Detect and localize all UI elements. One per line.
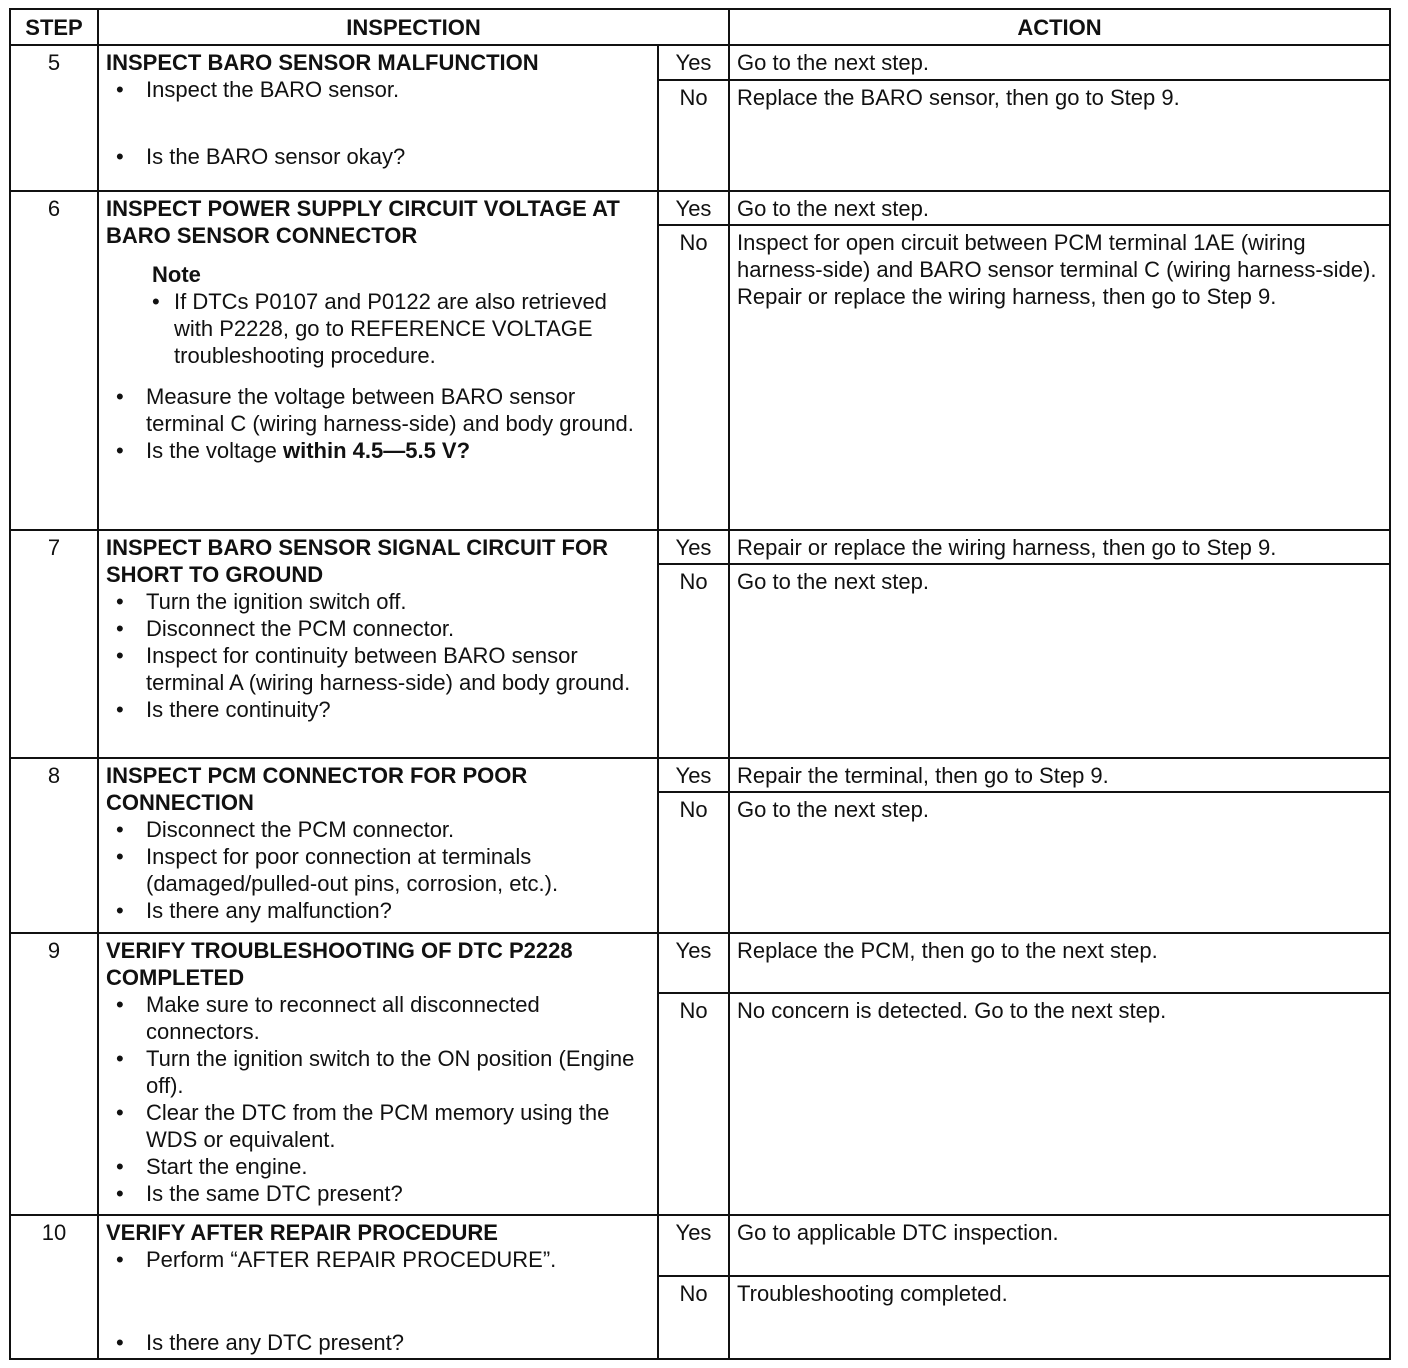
list-item: • Is the BARO sensor okay? bbox=[146, 143, 650, 170]
list-item: • Start the engine. bbox=[146, 1153, 650, 1180]
yes-label: Yes bbox=[658, 933, 729, 993]
list-item: • Turn the ignition switch off. bbox=[146, 588, 650, 615]
no-action-line: Repair or replace the wiring harness, then go to Step 9. bbox=[737, 284, 1277, 309]
inspection-list bbox=[106, 991, 650, 1207]
yes-action: Repair or replace the wiring harness, then go to Step 9. bbox=[729, 530, 1390, 564]
list-item: • If DTCs P0107 and P0122 are also retrieved with P2228, go to REFERENCE VOLTAGE troubleshooting procedure. bbox=[174, 288, 650, 369]
table-row bbox=[10, 1215, 1390, 1276]
list-item: • Perform “AFTER REPAIR PROCEDURE”. bbox=[146, 1246, 650, 1273]
step-number: 5 bbox=[10, 45, 98, 191]
no-label: No bbox=[658, 80, 729, 191]
inspection-column-header: INSPECTION bbox=[98, 9, 729, 45]
yes-action: Go to applicable DTC inspection. bbox=[729, 1215, 1390, 1276]
table-row bbox=[10, 758, 1390, 792]
inspection-title: VERIFY AFTER REPAIR PROCEDURE bbox=[106, 1220, 498, 1245]
list-item: • Is there any DTC present? bbox=[146, 1329, 650, 1356]
question-spec: within 4.5—5.5 V? bbox=[282, 438, 471, 463]
no-action bbox=[729, 225, 1390, 530]
list-item: • Inspect the BARO sensor. bbox=[146, 76, 650, 103]
inspection-question-list bbox=[106, 1329, 650, 1356]
no-action: Go to the next step. bbox=[729, 792, 1390, 933]
no-action: Replace the BARO sensor, then go to Step 9. bbox=[729, 80, 1390, 191]
list-item: • Is there continuity? bbox=[146, 696, 650, 723]
table-row bbox=[10, 530, 1390, 564]
no-action-line: Inspect for open circuit between PCM terminal 1AE (wiring harness-side) and BARO sensor terminal C (wiring harness-side). bbox=[737, 230, 1377, 282]
note-list bbox=[152, 288, 650, 369]
no-action: Go to the next step. bbox=[729, 564, 1390, 758]
step-number: 6 bbox=[10, 191, 98, 530]
no-action: Troubleshooting completed. bbox=[729, 1276, 1390, 1359]
no-label: No bbox=[658, 1276, 729, 1359]
inspection-list bbox=[106, 1246, 650, 1273]
inspection-title: INSPECT POWER SUPPLY CIRCUIT VOLTAGE AT BARO SENSOR CONNECTOR bbox=[106, 196, 620, 248]
inspection-cell bbox=[98, 758, 658, 933]
inspection-list bbox=[106, 76, 650, 103]
table-row bbox=[10, 933, 1390, 993]
inspection-title: INSPECT PCM CONNECTOR FOR POOR CONNECTION bbox=[106, 763, 528, 815]
list-item: • Disconnect the PCM connector. bbox=[146, 816, 650, 843]
no-label: No bbox=[658, 564, 729, 758]
list-item: • Turn the ignition switch to the ON position (Engine off). bbox=[146, 1045, 650, 1099]
table-row bbox=[10, 45, 1390, 80]
no-label: No bbox=[658, 993, 729, 1215]
list-item bbox=[146, 437, 650, 464]
troubleshooting-table bbox=[9, 8, 1391, 1360]
table-row bbox=[10, 191, 1390, 225]
list-item: • Is the same DTC present? bbox=[146, 1180, 650, 1207]
yes-action: Repair the terminal, then go to Step 9. bbox=[729, 758, 1390, 792]
list-item: • Measure the voltage between BARO sensor terminal C (wiring harness-side) and body ground. bbox=[146, 383, 650, 437]
yes-label: Yes bbox=[658, 191, 729, 225]
inspection-list bbox=[106, 588, 650, 723]
step-number: 9 bbox=[10, 933, 98, 1215]
yes-action: Go to the next step. bbox=[729, 191, 1390, 225]
step-number: 8 bbox=[10, 758, 98, 933]
step-number: 7 bbox=[10, 530, 98, 758]
inspection-question-list bbox=[106, 143, 650, 170]
inspection-cell bbox=[98, 191, 658, 530]
yes-label: Yes bbox=[658, 45, 729, 80]
no-action: No concern is detected. Go to the next step. bbox=[729, 993, 1390, 1215]
question-text: Is the voltage bbox=[146, 438, 283, 463]
list-item: • Make sure to reconnect all disconnected connectors. bbox=[146, 991, 650, 1045]
yes-label: Yes bbox=[658, 1215, 729, 1276]
note-block bbox=[106, 261, 650, 369]
list-item: • Clear the DTC from the PCM memory using the WDS or equivalent. bbox=[146, 1099, 650, 1153]
list-item: • Inspect for poor connection at terminals (damaged/pulled-out pins, corrosion, etc.). bbox=[146, 843, 650, 897]
inspection-cell bbox=[98, 933, 658, 1215]
inspection-title: INSPECT BARO SENSOR SIGNAL CIRCUIT FOR SHORT TO GROUND bbox=[106, 535, 608, 587]
step-column-header: STEP bbox=[10, 9, 98, 45]
inspection-cell bbox=[98, 1215, 658, 1359]
inspection-title: INSPECT BARO SENSOR MALFUNCTION bbox=[106, 50, 539, 75]
inspection-cell bbox=[98, 530, 658, 758]
table-header-row bbox=[10, 9, 1390, 45]
yes-label: Yes bbox=[658, 530, 729, 564]
list-item: • Is there any malfunction? bbox=[146, 897, 650, 924]
yes-action: Replace the PCM, then go to the next step. bbox=[729, 933, 1390, 993]
inspection-cell bbox=[98, 45, 658, 191]
list-item: • Inspect for continuity between BARO sensor terminal A (wiring harness-side) and body ground. bbox=[146, 642, 650, 696]
note-heading: Note bbox=[152, 262, 201, 287]
step-number: 10 bbox=[10, 1215, 98, 1359]
list-item: • Disconnect the PCM connector. bbox=[146, 615, 650, 642]
inspection-list bbox=[106, 816, 650, 924]
inspection-list bbox=[106, 383, 650, 464]
action-column-header: ACTION bbox=[729, 9, 1390, 45]
yes-label: Yes bbox=[658, 758, 729, 792]
no-label: No bbox=[658, 225, 729, 530]
inspection-title: VERIFY TROUBLESHOOTING OF DTC P2228 COMPLETED bbox=[106, 938, 573, 990]
no-label: No bbox=[658, 792, 729, 933]
yes-action: Go to the next step. bbox=[729, 45, 1390, 80]
